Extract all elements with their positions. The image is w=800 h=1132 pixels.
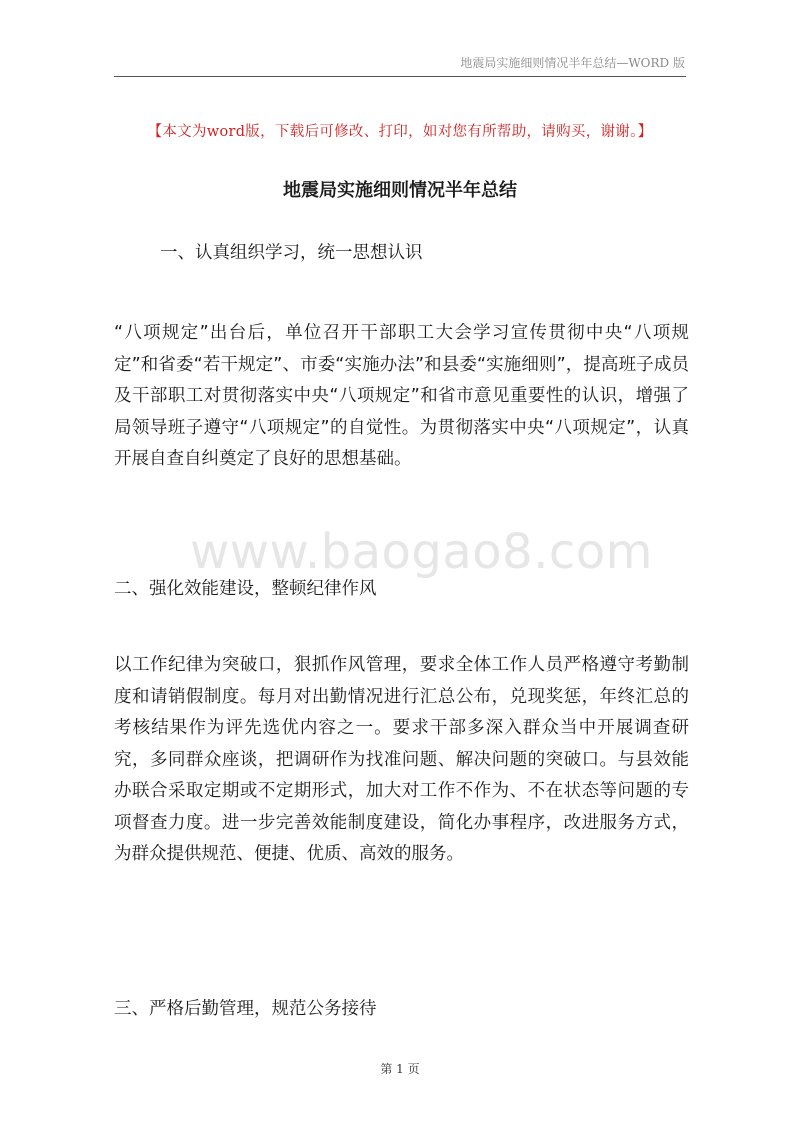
page-number: 第 1 页 bbox=[380, 1062, 420, 1076]
section-3-heading: 三、严格后勤管理，规范公务接待 bbox=[114, 999, 377, 1019]
section-2-heading: 二、强化效能建设，整顿纪律作风 bbox=[114, 579, 377, 599]
document-title: 地震局实施细则情况半年总结 bbox=[283, 180, 517, 201]
page-header: 地震局实施细则情况半年总结—WORD 版 bbox=[460, 56, 685, 70]
download-notice: 【本文为word版，下载后可修改、打印，如对您有所帮助，请购买，谢谢。】 bbox=[147, 124, 653, 140]
watermark: www.baogao8.com bbox=[190, 524, 653, 580]
section-1-heading: 一、认真组织学习，统一思想认识 bbox=[160, 243, 423, 263]
section-1-body: “八项规定”出台后，单位召开干部职工大会学习宣传贯彻中央“八项规定”和省委“若干规定”、市委“实施办法”和县委“实施细则”，提高班子成员及干部职工对贯彻落实中央“八项规定”和省市意见重要性的认识，增强了局领导班子遵守“八项规定”的自觉性。为贯彻落实中央“八项规定”，认真开展自查自纠奠定了良好的思想基础。 bbox=[114, 323, 689, 469]
header-divider bbox=[114, 76, 686, 77]
section-2-body: 以工作纪律为突破口，狠抓作风管理，要求全体工作人员严格遵守考勤制度和请销假制度。每月对出勤情况进行汇总公布，兑现奖惩，年终汇总的考核结果作为评先选优内容之一。要求干部多深入群众当中开展调查研究，多同群众座谈，把调研作为找准问题、解决问题的突破口。与县效能办联合采取定期或不定期形式，加大对工作不作为、不在状态等问题的专项督查力度。进一步完善效能制度建设，简化办事程序，改进服务方式，为群众提供规范、便捷、优质、高效的服务。 bbox=[114, 655, 689, 864]
